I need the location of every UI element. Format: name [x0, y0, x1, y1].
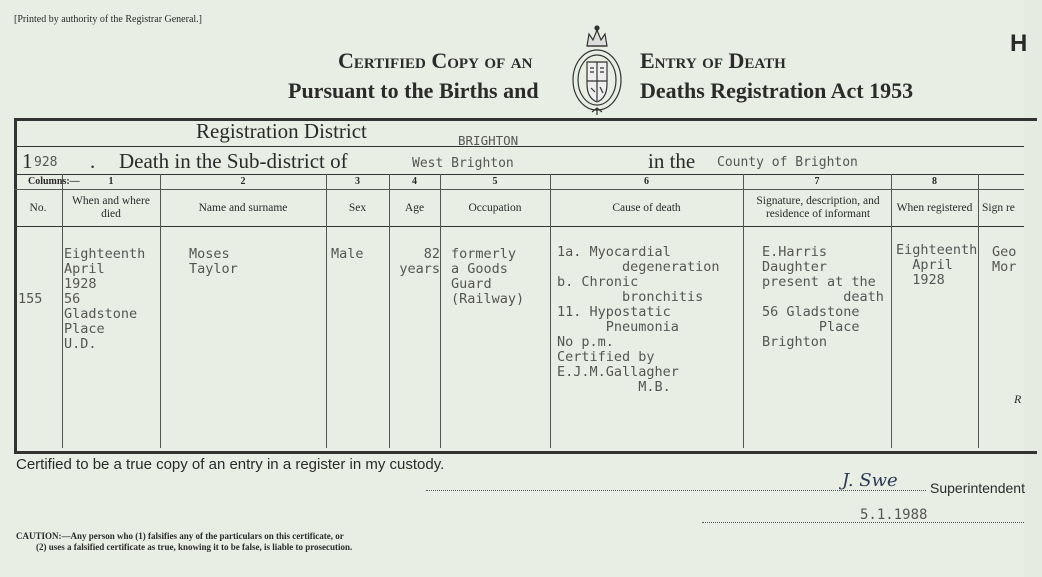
certificate-date: 5.1.1988	[860, 507, 928, 523]
header-divider	[14, 226, 1024, 227]
year-value: 928	[34, 155, 58, 170]
column-head-age: Age	[404, 201, 425, 214]
column-head-registrar-signature: Sign re	[982, 201, 1015, 214]
entry-informant: E.Harris Daughter present at the death 56 Gladstone Place Brighton	[762, 244, 884, 350]
column-number-5: 5	[492, 176, 498, 187]
caution-line-1: CAUTION:—Any person who (1) falsifies any of the particulars on this certificate, or	[16, 531, 344, 541]
column-rule	[389, 174, 390, 448]
superintendent-label: Superintendent	[930, 480, 1025, 496]
column-head-sex: Sex	[348, 201, 367, 214]
caution-line-2: (2) uses a falsified certificate as true, knowing it to be false, is liable to prosecution.	[36, 542, 353, 552]
title-line1-right: Entry of Death	[640, 48, 786, 73]
registration-district-value: BRIGHTON	[458, 133, 519, 148]
column-number-1: 1	[108, 176, 114, 187]
entry-name: Moses Taylor	[189, 246, 238, 277]
column-rule	[440, 174, 441, 448]
subdistrict-divider	[14, 174, 1024, 175]
column-number-2: 2	[240, 176, 246, 187]
royal-crest-icon	[570, 24, 624, 116]
printed-authority-note: [Printed by authority of the Registrar General.]	[14, 14, 202, 25]
registrar-initial: R	[1014, 392, 1022, 406]
column-rule	[160, 174, 161, 448]
title-line2-right: Deaths Registration Act 1953	[640, 78, 914, 103]
column-number-4: 4	[412, 176, 417, 187]
column-number-8: 8	[932, 176, 937, 187]
certified-true-copy-statement: Certified to be a true copy of an entry in a register in my custody.	[16, 456, 445, 473]
year-dot: .	[90, 149, 96, 173]
county-value: County of Brighton	[717, 155, 858, 170]
entry-registrar-signature: Geo Mor	[992, 244, 1017, 275]
registration-district-label: Registration District	[196, 119, 367, 143]
entry-cause-of-death: 1a. Myocardial degeneration b. Chronic bronchitis 11. Hypostatic Pneumonia No p.m. Certified by E.J.M.Gallagher M.B.	[557, 244, 720, 395]
title-line1-left: Certified Copy of an	[338, 48, 533, 73]
entry-age: 82 years	[399, 246, 440, 277]
column-head-name: Name and surname	[198, 201, 288, 214]
column-rule	[550, 174, 551, 448]
column-head-registered: When registered	[896, 201, 973, 214]
entry-when-where: Eighteenth April 1928 56 Gladstone Place U.D.	[64, 246, 146, 352]
column-head-informant: Signature, description, and residence of informant	[756, 195, 880, 220]
subdistrict-label: Death in the Sub-district of	[119, 149, 348, 173]
column-rule	[978, 174, 979, 448]
entry-occupation: formerly a Goods Guard (Railway)	[451, 246, 525, 307]
superintendent-signature: J. Swe	[842, 470, 898, 491]
column-number-6: 6	[644, 176, 649, 187]
entry-number: 155	[18, 291, 43, 307]
subdistrict-value: West Brighton	[412, 156, 514, 171]
in-the-label: in the	[648, 149, 696, 173]
column-head-when-where: When and where died	[72, 195, 150, 220]
columns-label: Columns:—	[28, 176, 80, 187]
column-head-occupation: Occupation	[468, 201, 522, 214]
entry-when-registered: Eighteenth April 1928	[896, 242, 978, 288]
column-rule	[743, 174, 744, 448]
title-line2-left: Pursuant to the Births and	[288, 78, 539, 103]
entry-sex: Male	[331, 246, 364, 262]
column-head-no: No.	[29, 201, 47, 214]
column-head-cause: Cause of death	[612, 201, 681, 214]
year-prefix: 1	[22, 149, 33, 173]
column-rule	[891, 174, 892, 448]
column-rule	[62, 174, 63, 448]
corner-letter: H	[1010, 30, 1028, 57]
column-number-7: 7	[814, 176, 820, 187]
column-number-3: 3	[355, 176, 360, 187]
column-rule	[326, 174, 327, 448]
district-divider	[14, 146, 1024, 147]
